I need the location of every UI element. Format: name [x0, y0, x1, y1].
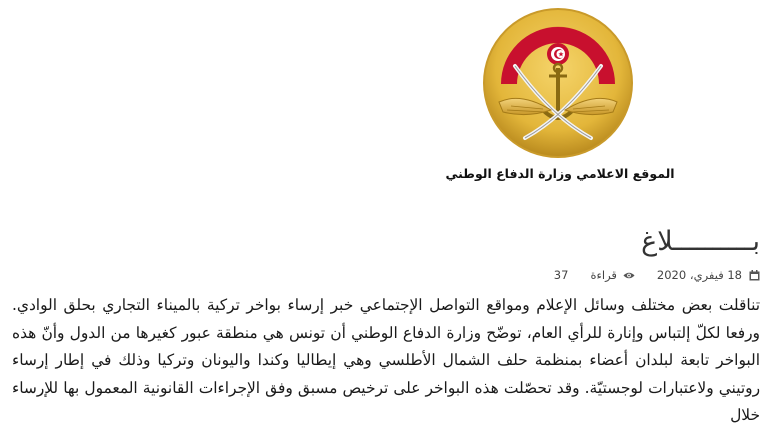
page-title: بــــــــــلاغ	[641, 226, 760, 257]
emblem-svg	[481, 6, 635, 160]
calendar-icon	[748, 269, 760, 281]
site-label: الموقع الاعلامي وزارة الدفاع الوطني	[445, 166, 675, 181]
eye-icon	[623, 269, 635, 281]
view-count: 37	[553, 268, 569, 282]
article-body: تناقلت بعض مختلف وسائل الإعلام ومواقع التواصل الإجتماعي خبر إرساء بواخر تركية بالميناء التجاري بحلق الوادي. ورفعا لكلّ إلتباس وإنارة للرأي العام، توضّح وزارة الدفاع الوطني أن تونس هي منطقة عبور كغيرها من الدول وأنّ هذه البواخر تابعة لبلدان أعضاء بمنظمة حلف الشمال الأطلسي وهي إيطاليا وكندا واليونان وتركيا وذلك في إطار إرساء روتيني ولاعتبارات لوجستيّة. وقد تحصّلت هذه البواخر على ترخيص مسبق وفق الإجراءات القانونية المعمول بها للإرساء خلال	[12, 296, 760, 424]
post-meta	[554, 268, 760, 282]
armed-forces-emblem-icon	[481, 6, 635, 160]
post-date: 18 فيفري، 2020	[656, 268, 742, 282]
read-label: قراءة	[590, 268, 617, 282]
